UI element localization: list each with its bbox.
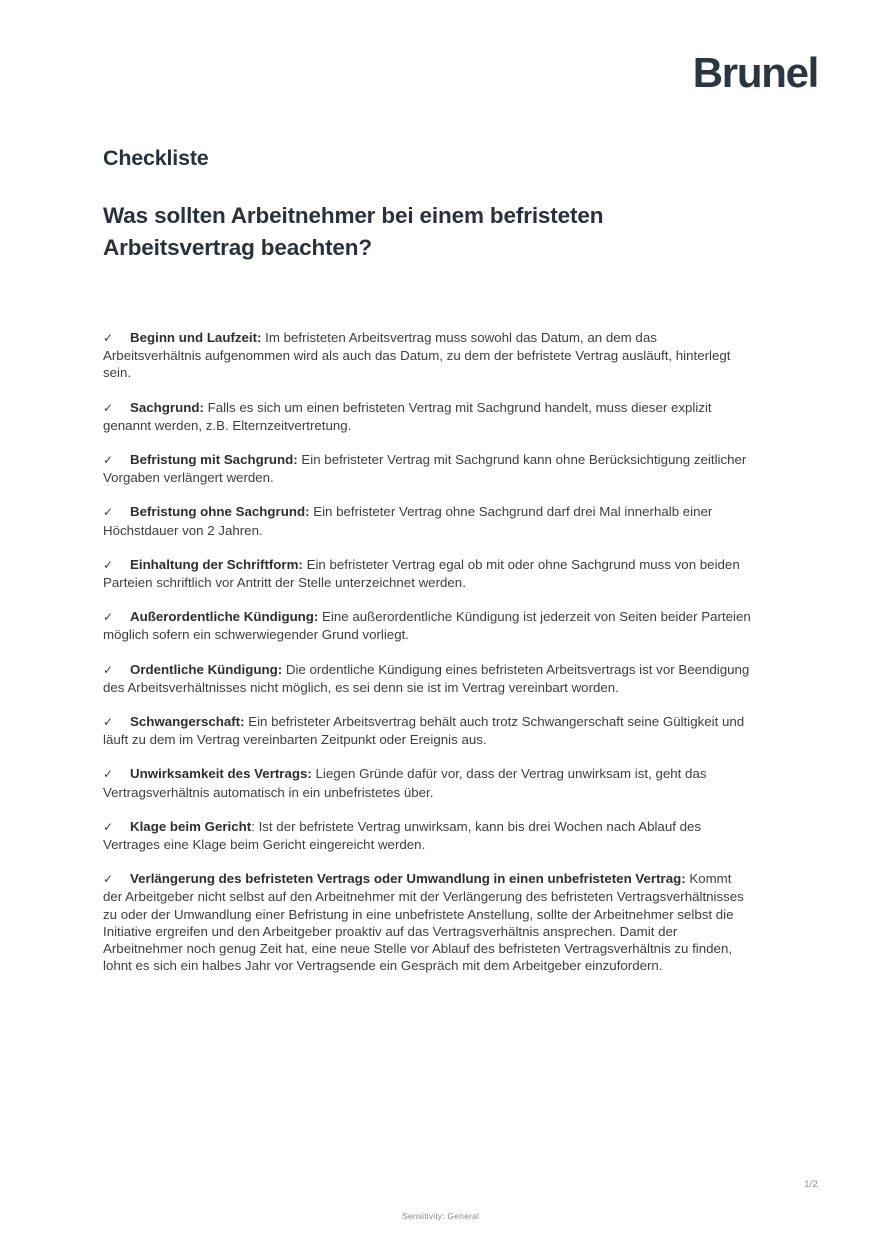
- checklist-item: [103, 556, 753, 591]
- check-icon: ✓: [103, 610, 114, 625]
- checklist-item-lead: Schwangerschaft:: [130, 714, 245, 730]
- checklist-item-text: Eine außerordentliche Kündigung ist jederzeit von Seiten beider Parteien möglich sofern ein schwerwiegender Grund vorliegt.: [103, 609, 751, 643]
- checklist-item: [103, 661, 753, 696]
- checklist-item-text: Ein befristeter Vertrag ohne Sachgrund darf drei Mal innerhalb einer Höchstdauer von 2 Jahren.: [103, 504, 713, 538]
- checklist-item-lead: Sachgrund:: [130, 399, 204, 415]
- checklist-item: [103, 329, 753, 382]
- checklist-item-lead: Befristung ohne Sachgrund:: [130, 504, 310, 520]
- checklist-item: [103, 765, 753, 800]
- checklist-item-text: : Ist der befristete Vertrag unwirksam, kann bis drei Wochen nach Ablauf des Vertrages eine Klage beim Gericht eingereicht werden.: [103, 818, 702, 853]
- checklist-item-lead: Befristung mit Sachgrund:: [130, 452, 298, 468]
- checklist-item-lead: Unwirksamkeit des Vertrags:: [130, 766, 312, 782]
- check-icon: ✓: [103, 819, 114, 834]
- sensitivity-label: Sensitivity: General: [401, 1211, 480, 1221]
- checklist-item-lead: Klage beim Gericht: [130, 818, 252, 834]
- page-number: 1/2: [804, 1179, 818, 1190]
- checklist-item-text: Liegen Gründe dafür vor, dass der Vertrag unwirksam ist, geht das Vertragsverhältnis automatisch in ein unbefristetes über.: [103, 766, 707, 800]
- document-header: [103, 146, 753, 264]
- brunel-logo: [692, 49, 818, 96]
- brunel-logo-text: Brunel: [692, 49, 818, 96]
- checklist-item: [103, 451, 753, 486]
- check-icon: ✓: [103, 662, 114, 677]
- checklist-item-text: Falls es sich um einen befristeten Vertrag mit Sachgrund handelt, muss dieser explizit genannt werden, z.B. Elternzeitvertretung.: [103, 399, 712, 433]
- checklist-item-text: Im befristeten Arbeitsvertrag muss sowohl das Datum, an dem das Arbeitsverhältnis aufgenommen wird als auch das Datum, zu dem der befristete Vertrag ausläuft, hinterlegt sein.: [103, 330, 731, 381]
- checklist: [103, 329, 753, 974]
- checklist-item-lead: Beginn und Laufzeit:: [130, 330, 262, 345]
- checklist-item: [103, 713, 753, 748]
- page-title: Was sollten Arbeitnehmer bei einem befristeten Arbeitsvertrag beachten?: [103, 202, 604, 260]
- check-icon: ✓: [103, 715, 114, 730]
- checklist-item-lead: Außerordentliche Kündigung:: [130, 609, 319, 625]
- check-icon: ✓: [103, 453, 114, 468]
- check-icon: ✓: [103, 331, 114, 345]
- checklist-item-text: Ein befristeter Vertrag egal ob mit oder ohne Sachgrund muss von beiden Parteien schriftlich vor Antritt der Stelle unterzeichnet werden.: [103, 556, 740, 591]
- check-icon: ✓: [103, 505, 114, 520]
- checklist-item: [103, 870, 753, 974]
- check-icon: ✓: [103, 400, 114, 415]
- checklist-item: [103, 399, 753, 434]
- checklist-item: [103, 818, 753, 853]
- check-icon: ✓: [103, 767, 114, 782]
- checklist-item-text: Ein befristeter Vertrag mit Sachgrund kann ohne Berücksichtigung zeitlicher Vorgaben verlängert werden.: [103, 452, 747, 486]
- checklist-item: [103, 608, 753, 643]
- checklist-item: [103, 503, 753, 538]
- checklist-item-text: Die ordentliche Kündigung eines befristeten Arbeitsvertrags ist vor Beendigung des Arbeitsverhältnisses nicht möglich, es sei denn sie ist im Vertrag vereinbart worden.: [103, 661, 750, 695]
- checklist-item-text: Kommt der Arbeitgeber nicht selbst auf den Arbeitnehmer mit der Verlängerung des befristeten Vertragsverhältnisses zu oder der Umwandlung einer Befristung in eine unbefristete Anstellung, sollte der Arbeitnehmer selbst die Initiative ergreifen und den Arbeitgeber proaktiv auf das Vertragsverhältnis ansprechen. Damit der Arbeitnehmer noch genug Zeit hat, eine neue Stelle vor Ablauf des befristeten Vertragsverhältnis zu finden, lohnt es sich ein halbes Jahr vor Vertragsende ein Gespräch mit dem Arbeitgeber einzufordern.: [103, 871, 744, 974]
- check-icon: ✓: [103, 872, 114, 887]
- check-icon: ✓: [103, 557, 114, 572]
- checklist-item-lead: Verlängerung des befristeten Vertrags oder Umwandlung in einen unbefristeten Vertrag:: [130, 871, 686, 887]
- checklist-item-lead: Ordentliche Kündigung:: [130, 661, 283, 677]
- document-kicker: Checkliste: [103, 146, 209, 170]
- checklist-item-text: Ein befristeter Arbeitsvertrag behält auch trotz Schwangerschaft seine Gültigkeit und läuft zu dem im Vertrag vereinbarten Zeitpunkt oder Ereignis aus.: [103, 714, 745, 748]
- checklist-item-lead: Einhaltung der Schriftform:: [130, 556, 303, 572]
